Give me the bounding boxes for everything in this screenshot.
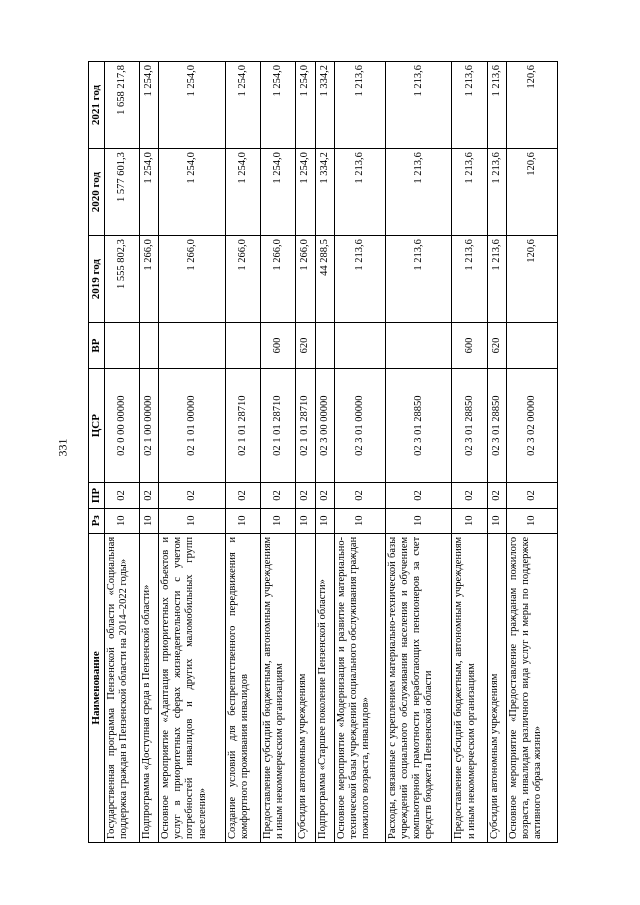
col-header-2020: 2020 год	[89, 149, 105, 236]
cell-rz: 10	[296, 508, 316, 533]
cell-rz: 10	[315, 508, 335, 533]
col-header-csr: ЦСР	[89, 368, 105, 483]
cell-rz: 10	[386, 508, 452, 533]
cell-csr: 02 3 01 28850	[386, 368, 452, 483]
budget-table	[88, 61, 558, 843]
cell-name: Основное мероприятие «Модернизация и развитие материально-технической базы учреждений социального обслуживания граждан пожилого возраста, инвалидов»	[335, 533, 386, 842]
cell-2020: 1 577 601,3	[104, 149, 139, 236]
cell-vr	[315, 323, 335, 369]
cell-rz: 10	[335, 508, 386, 533]
cell-2021: 120,6	[507, 62, 558, 149]
table-row	[452, 62, 487, 843]
cell-2021: 1 213,6	[452, 62, 487, 149]
cell-2020: 1 254,0	[260, 149, 295, 236]
cell-csr: 02 1 00 00000	[139, 368, 159, 483]
cell-2021: 1 254,0	[159, 62, 225, 149]
cell-rz: 10	[104, 508, 139, 533]
cell-name: Расходы, связанные с укреплением материально-технической базы учреждений социального обслуживания населения и обучением компьютерной грамотности неработающих пенсионеров за счет средств бюджета Пензенской области	[386, 533, 452, 842]
cell-name: Создание условий для беспрепятственного передвижения и комфортного проживания инвалидов	[225, 533, 260, 842]
table-row	[139, 62, 159, 843]
cell-rz: 10	[260, 508, 295, 533]
cell-2021: 1 213,6	[487, 62, 507, 149]
cell-csr: 02 1 01 28710	[260, 368, 295, 483]
cell-2019: 1 213,6	[452, 236, 487, 323]
table-row	[159, 62, 225, 843]
cell-2021: 1 254,0	[260, 62, 295, 149]
cell-pr: 02	[335, 483, 386, 508]
cell-2021: 1 254,0	[139, 62, 159, 149]
cell-pr: 02	[139, 483, 159, 508]
cell-csr: 02 3 01 28850	[452, 368, 487, 483]
cell-2021: 1 658 217,8	[104, 62, 139, 149]
cell-csr: 02 3 02 00000	[507, 368, 558, 483]
table-row	[296, 62, 316, 843]
table-body	[104, 62, 557, 843]
cell-2021: 1 213,6	[386, 62, 452, 149]
cell-2021: 1 254,0	[225, 62, 260, 149]
table-row	[386, 62, 452, 843]
cell-vr: 600	[452, 323, 487, 369]
cell-2021: 1 334,2	[315, 62, 335, 149]
cell-2020: 1 254,0	[296, 149, 316, 236]
cell-vr	[507, 323, 558, 369]
cell-2019: 1 213,6	[487, 236, 507, 323]
cell-vr: 620	[487, 323, 507, 369]
cell-name: Подпрограмма «Доступная среда в Пензенской области»	[139, 533, 159, 842]
col-header-2019: 2019 год	[89, 236, 105, 323]
cell-2019: 1 213,6	[386, 236, 452, 323]
table-row	[335, 62, 386, 843]
col-header-name: Наименование	[89, 533, 105, 842]
cell-name: Основное мероприятие «Предоставление гражданам пожилого возраста, инвалидам различного вида услуг и меры по поддержке активного образа жизни»	[507, 533, 558, 842]
cell-rz: 10	[487, 508, 507, 533]
cell-2019: 1 266,0	[159, 236, 225, 323]
cell-2020: 1 254,0	[159, 149, 225, 236]
cell-rz: 10	[225, 508, 260, 533]
cell-vr: 600	[260, 323, 295, 369]
col-header-vr: ВР	[89, 323, 105, 369]
cell-2019: 1 266,0	[225, 236, 260, 323]
cell-pr: 02	[386, 483, 452, 508]
cell-2019: 1 266,0	[260, 236, 295, 323]
cell-csr: 02 1 01 28710	[296, 368, 316, 483]
cell-2019: 1 555 802,3	[104, 236, 139, 323]
cell-pr: 02	[159, 483, 225, 508]
cell-vr	[159, 323, 225, 369]
cell-2019: 1 213,6	[335, 236, 386, 323]
cell-pr: 02	[315, 483, 335, 508]
rotated-table-container	[88, 61, 558, 843]
page-number: 331	[55, 438, 70, 457]
cell-2021: 1 213,6	[335, 62, 386, 149]
cell-name: Основное мероприятие «Адаптация приоритетных объектов и услуг в приоритетных сферах жизнедеятельности с учетом потребностей инвалидов и других маломобильных групп населения»	[159, 533, 225, 842]
cell-rz: 10	[507, 508, 558, 533]
cell-2020: 1 213,6	[386, 149, 452, 236]
cell-vr	[139, 323, 159, 369]
cell-pr: 02	[296, 483, 316, 508]
cell-2020: 1 334,2	[315, 149, 335, 236]
table-row	[315, 62, 335, 843]
cell-2020: 1 254,0	[225, 149, 260, 236]
table-row	[507, 62, 558, 843]
cell-csr: 02 3 01 00000	[335, 368, 386, 483]
cell-vr	[386, 323, 452, 369]
table-header-row	[89, 62, 105, 843]
table-row	[225, 62, 260, 843]
cell-rz: 10	[452, 508, 487, 533]
cell-csr: 02 0 00 00000	[104, 368, 139, 483]
cell-name: Предоставление субсидий бюджетным, автономным учреждениям и иным некоммерческим организациям	[260, 533, 295, 842]
cell-name: Предоставление субсидий бюджетным, автономным учреждениям и иным некоммерческим организациям	[452, 533, 487, 842]
col-header-pr: ПР	[89, 483, 105, 508]
cell-name: Подпрограмма «Старшее поколение Пензенской области»	[315, 533, 335, 842]
cell-pr: 02	[260, 483, 295, 508]
cell-name: Субсидии автономным учреждениям	[487, 533, 507, 842]
col-header-2021: 2021 год	[89, 62, 105, 149]
cell-2019: 1 266,0	[139, 236, 159, 323]
cell-2020: 1 213,6	[487, 149, 507, 236]
cell-pr: 02	[225, 483, 260, 508]
cell-name: Субсидии автономным учреждениям	[296, 533, 316, 842]
table-row	[260, 62, 295, 843]
cell-2020: 1 213,6	[335, 149, 386, 236]
cell-csr: 02 1 01 28710	[225, 368, 260, 483]
cell-2019: 120,6	[507, 236, 558, 323]
cell-vr	[335, 323, 386, 369]
cell-name: Государственная программа Пензенской области «Социальная поддержка граждан в Пензенской области на 2014–2022 годы»	[104, 533, 139, 842]
cell-vr: 620	[296, 323, 316, 369]
cell-2020: 120,6	[507, 149, 558, 236]
cell-pr: 02	[452, 483, 487, 508]
table-row	[487, 62, 507, 843]
cell-2019: 1 266,0	[296, 236, 316, 323]
cell-vr	[225, 323, 260, 369]
cell-rz: 10	[139, 508, 159, 533]
col-header-rz: Рз	[89, 508, 105, 533]
cell-rz: 10	[159, 508, 225, 533]
cell-csr: 02 3 00 00000	[315, 368, 335, 483]
table-row	[104, 62, 139, 843]
cell-2021: 1 254,0	[296, 62, 316, 149]
cell-pr: 02	[507, 483, 558, 508]
cell-pr: 02	[104, 483, 139, 508]
cell-2020: 1 254,0	[139, 149, 159, 236]
cell-pr: 02	[487, 483, 507, 508]
cell-csr: 02 1 01 00000	[159, 368, 225, 483]
cell-csr: 02 3 01 28850	[487, 368, 507, 483]
cell-vr	[104, 323, 139, 369]
cell-2019: 44 288,5	[315, 236, 335, 323]
cell-2020: 1 213,6	[452, 149, 487, 236]
